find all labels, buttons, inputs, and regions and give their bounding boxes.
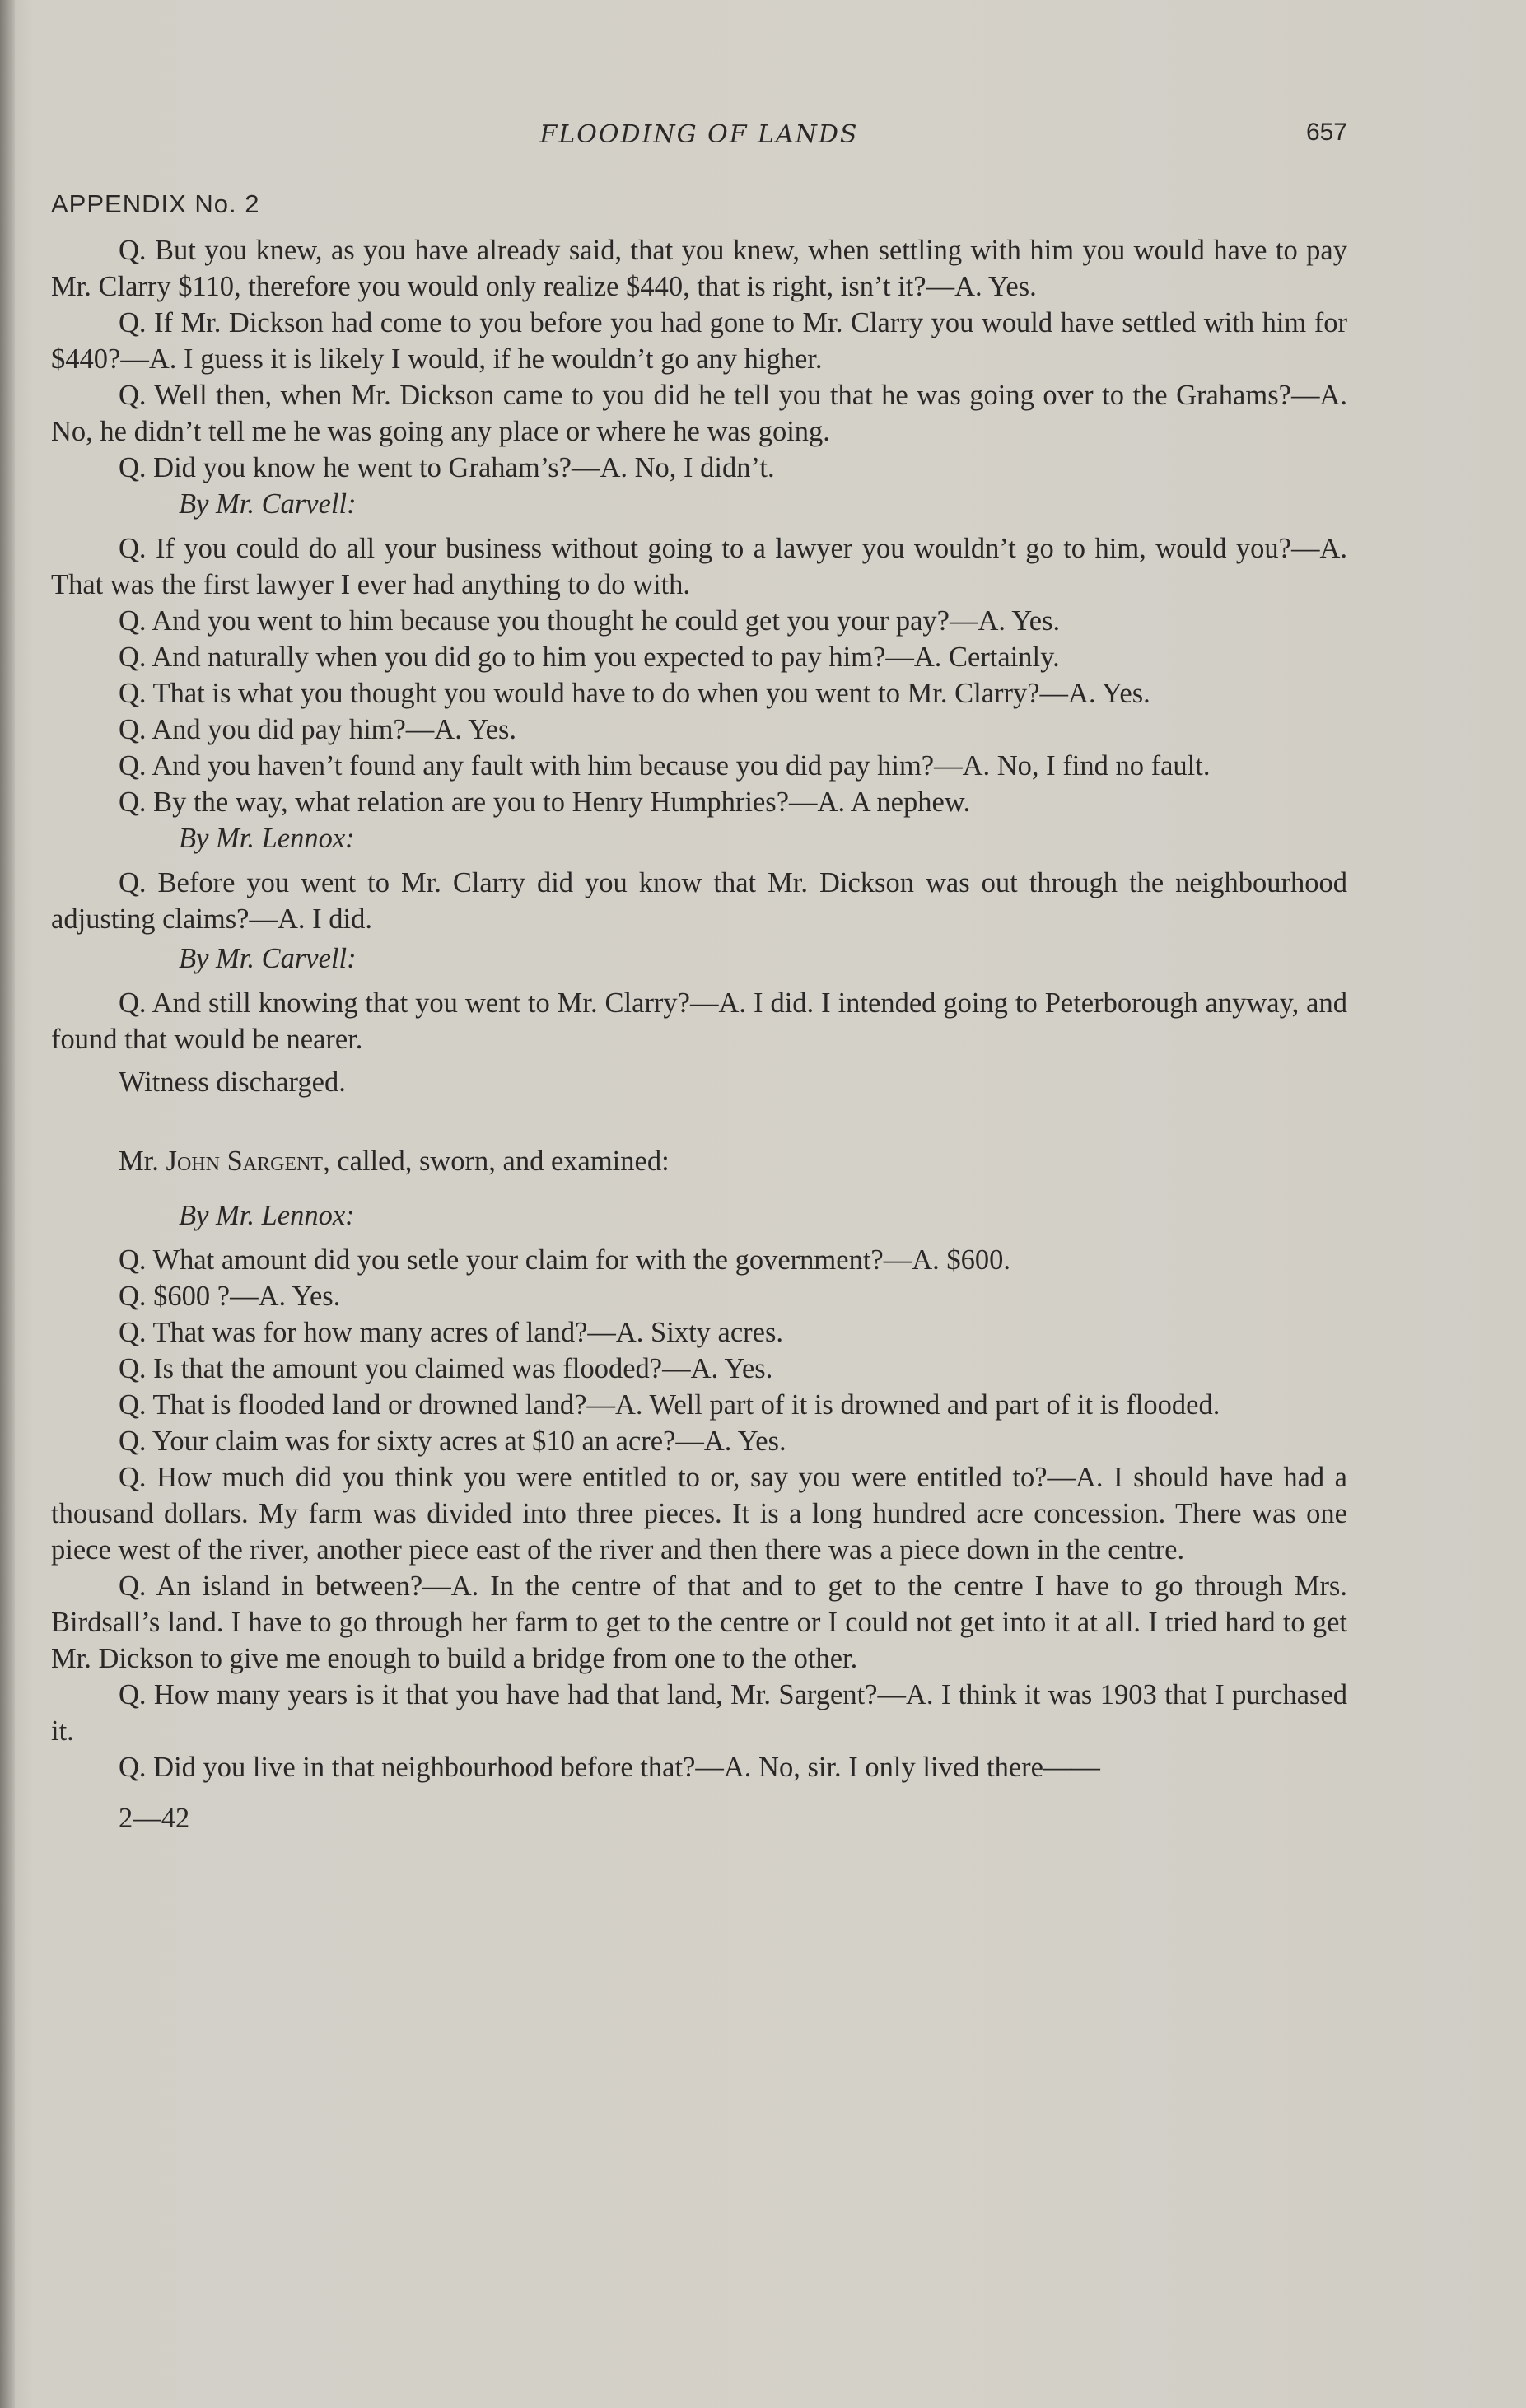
qa-paragraph: Q. $600 ?—A. Yes. — [119, 1281, 341, 1312]
running-header — [51, 115, 1347, 156]
examiner-heading: By Mr. Lennox: — [179, 823, 355, 854]
witness-first-name: John — [166, 1146, 220, 1177]
qa-paragraph: Q. And still knowing that you went to Mr. Clarry?—A. I did. I intended going to Peterborough anyway, and found that would be nearer. — [51, 987, 1347, 1055]
qa-paragraph: Q. If Mr. Dickson had come to you before you had gone to Mr. Clarry you would have settled with him for $440?—A. I guess it is likely I would, if he wouldn’t go any higher. — [51, 307, 1347, 375]
qa-paragraph: Q. Is that the amount you claimed was flooded?—A. Yes. — [119, 1353, 773, 1384]
qa-paragraph: Q. Your claim was for sixty acres at $10 an acre?—A. Yes. — [119, 1426, 786, 1457]
transcript-body — [51, 232, 1347, 1836]
qa-paragraph: Q. That is what you thought you would have to do when you went to Mr. Clarry?—A. Yes. — [119, 678, 1150, 709]
qa-paragraph: Q. Did you know he went to Graham’s?—A. No, I didn’t. — [119, 452, 775, 483]
appendix-label: APPENDIX No. 2 — [51, 189, 260, 218]
qa-paragraph: Q. And you haven’t found any fault with him because you did pay him?—A. No, I find no fault. — [119, 750, 1211, 782]
examiner-heading: By Mr. Lennox: — [179, 1200, 355, 1231]
witness-discharged: Witness discharged. — [119, 1066, 346, 1098]
witness-call-suffix: , called, sworn, and examined: — [323, 1146, 670, 1177]
page-number: 657 — [1305, 119, 1347, 146]
qa-paragraph: Q. And naturally when you did go to him you expected to pay him?—A. Certainly. — [119, 642, 1060, 673]
qa-paragraph: Q. But you knew, as you have already said, that you knew, when settling with him you would have to pay Mr. Clarry $110, therefore you would only realize $440, that is right, isn’t it?—A. Yes. — [51, 235, 1347, 302]
running-title: FLOODING OF LANDS — [539, 120, 859, 149]
examiner-heading: By Mr. Carvell: — [179, 943, 357, 974]
qa-paragraph: Q. And you went to him because you thought he could get you your pay?—A. Yes. — [119, 605, 1061, 637]
witness-call — [51, 1143, 1347, 1179]
qa-paragraph: Q. What amount did you setle your claim for with the government?—A. $600. — [119, 1244, 1011, 1276]
signature-mark: 2—42 — [119, 1803, 190, 1834]
qa-paragraph: Q. Well then, when Mr. Dickson came to you did he tell you that he was going over to the Grahams?—A. No, he didn’t tell me he was going any place or where he was going. — [51, 380, 1347, 447]
qa-paragraph: Q. An island in between?—A. In the centre of that and to get to the centre I have to go through Mrs. Birdsall’s land. I have to go through her farm to get to the centre or I could not get into it at all. I tried hard to get Mr. Dickson to give me enough to build a bridge from one to the other. — [51, 1570, 1347, 1674]
examiner-heading: By Mr. Carvell: — [179, 488, 357, 520]
qa-paragraph: Q. And you did pay him?—A. Yes. — [119, 714, 517, 745]
qa-paragraph: Q. By the way, what relation are you to Henry Humphries?—A. A nephew. — [119, 786, 971, 818]
qa-paragraph: Q. Before you went to Mr. Clarry did you know that Mr. Dickson was out through the neighbourhood adjusting claims?—A. I did. — [51, 867, 1347, 935]
qa-paragraph: Q. If you could do all your business without going to a lawyer you wouldn’t go to him, would you?—A. That was the first lawyer I ever had anything to do with. — [51, 533, 1347, 600]
qa-paragraph: Q. Did you live in that neighbourhood before that?—A. No, sir. I only lived there—— — [119, 1752, 1100, 1783]
qa-paragraph: Q. That was for how many acres of land?—A. Sixty acres. — [119, 1317, 784, 1348]
qa-paragraph: Q. That is flooded land or drowned land?—A. Well part of it is drowned and part of it is flooded. — [119, 1389, 1220, 1421]
qa-paragraph: Q. How many years is it that you have had that land, Mr. Sargent?—A. I think it was 1903 that I purchased it. — [51, 1679, 1347, 1747]
book-binding-edge — [0, 0, 15, 2408]
witness-last-name: Sargent — [226, 1146, 324, 1177]
qa-paragraph: Q. How much did you think you were entitled to or, say you were entitled to?—A. I should have had a thousand dollars. My farm was divided into three pieces. It is a long hundred acre concession. There was one piece west of the river, another piece east of the river and then there was a piece down in the centre. — [51, 1462, 1347, 1566]
witness-call-prefix: Mr. — [119, 1146, 166, 1177]
